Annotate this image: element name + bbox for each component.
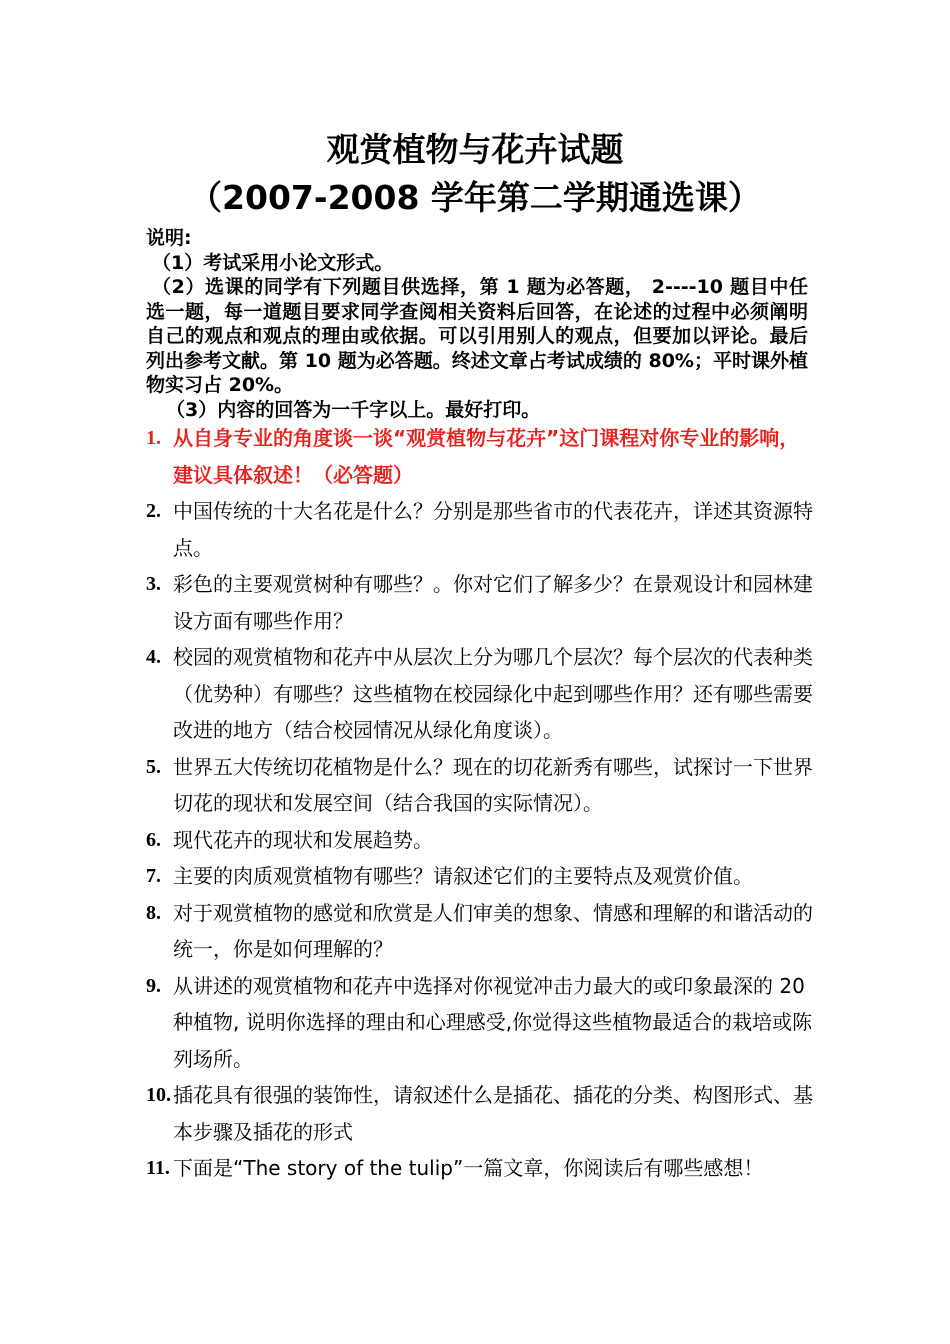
question-number: 11.	[146, 1157, 170, 1179]
question-list	[146, 420, 814, 1187]
question-number: 8.	[146, 901, 161, 924]
question-number: 3.	[146, 573, 161, 595]
question-text: 对于观赏植物的感觉和欣赏是人们审美的想象、情感和理解的和谐活动的统一，你是如何理解的？	[173, 900, 813, 961]
page-title: 观赏植物与花卉试题	[326, 130, 624, 169]
question-text: 从自身专业的角度谈一谈“观赏植物与花卉”这门课程对你专业的影响，建议具体叙述！（必答题）	[173, 426, 800, 487]
page-subtitle: （2007-2008 学年第二学期通选课）	[189, 178, 761, 217]
question-item	[146, 749, 814, 822]
question-number: 5.	[146, 755, 161, 778]
question-text: 主要的肉质观赏植物有哪些？请叙述它们的主要特点及观赏价值。	[173, 864, 753, 888]
question-item	[146, 1150, 814, 1187]
instruction-item-1: （1）考试采用小论文形式。	[152, 251, 394, 274]
question-text: 插花具有很强的装饰性，请叙述什么是插花、插花的分类、构图形式、基本步骤及插花的形式	[173, 1083, 813, 1144]
instructions-section	[146, 226, 808, 422]
question-text: 下面是“The story of the tulip”一篇文章，你阅读后有哪些感想！	[173, 1156, 764, 1180]
question-text: 现代花卉的现状和发展趋势。	[173, 827, 433, 852]
question-item	[146, 420, 814, 493]
question-item	[146, 493, 814, 566]
question-text: 彩色的主要观赏树种有哪些？。你对它们了解多少？在景观设计和园林建设方面有哪些作用？	[173, 572, 813, 633]
question-item	[146, 566, 814, 639]
instruction-item-2: （2）选课的同学有下列题目供选择，第 1 题为必答题， 2----10 题目中任选一题，每一道题目要求同学查阅相关资料后回答，在论述的过程中必须阐明自己的观点和观点的理由或依据。可以引用别人的观点，但要加以评论。最后列出参考文献。第 10 题为必答题。终述文章占考试成绩的 80%；平时课外植物实习占 20%。	[146, 276, 808, 396]
question-item	[146, 822, 814, 859]
question-item	[146, 1077, 814, 1150]
question-number: 1.	[146, 427, 161, 449]
question-number: 7.	[146, 865, 161, 887]
question-number: 4.	[146, 646, 161, 668]
question-number: 10.	[146, 1084, 171, 1106]
question-text: 校园的观赏植物和花卉中从层次上分为哪几个层次？每个层次的代表种类（优势种）有哪些？这些植物在校园绿化中起到哪些作用？还有哪些需要改进的地方（结合校园情况从绿化角度谈）。	[173, 645, 813, 742]
question-text: 从讲述的观赏植物和花卉中选择对你视觉冲击力最大的或印象最深的 20 种植物, 说明你选择的理由和心理感受,你觉得这些植物最适合的栽培或陈列场所。	[173, 973, 813, 1071]
question-text: 世界五大传统切花植物是什么？现在的切花新秀有哪些，试探讨一下世界切花的现状和发展空间（结合我国的实际情况）。	[173, 754, 813, 815]
question-item	[146, 639, 814, 749]
question-text: 中国传统的十大名花是什么？分别是那些省市的代表花卉，详述其资源特点。	[173, 499, 813, 560]
question-item	[146, 895, 814, 968]
question-item	[146, 968, 814, 1078]
question-number: 2.	[146, 500, 161, 522]
question-number: 6.	[146, 828, 161, 851]
instructions-heading: 说明:	[146, 227, 192, 249]
question-number: 9.	[146, 974, 161, 997]
instruction-item-3: （3）内容的回答为一千字以上。最好打印。	[166, 398, 541, 421]
question-item	[146, 858, 814, 895]
